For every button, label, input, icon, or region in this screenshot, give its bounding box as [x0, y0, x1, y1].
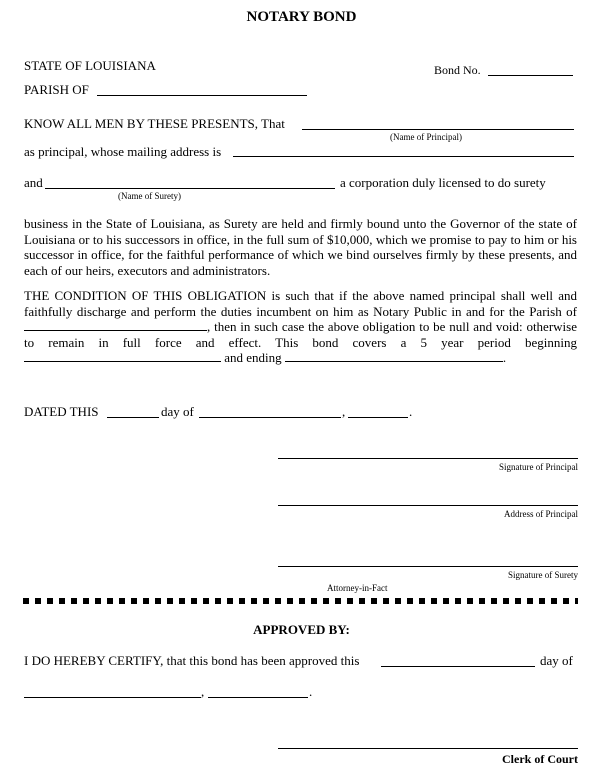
- certify-day-field[interactable]: [381, 666, 535, 667]
- certify-month-field[interactable]: [24, 697, 201, 698]
- principal-name-field[interactable]: [302, 129, 574, 130]
- condition-text-4: .: [502, 350, 507, 365]
- name-of-surety-caption: (Name of Surety): [118, 191, 181, 201]
- bond-no-label: Bond No.: [434, 63, 481, 77]
- parish-label: PARISH OF: [24, 82, 89, 97]
- condition-parish-field[interactable]: [24, 319, 207, 331]
- condition-text-3: and ending: [224, 350, 282, 365]
- signature-surety-field[interactable]: [278, 566, 578, 567]
- condition-paragraph: [24, 288, 577, 366]
- dated-period: .: [409, 404, 413, 419]
- state-label: STATE OF LOUISIANA: [24, 58, 156, 73]
- certify-day-of-label: day of: [540, 653, 573, 668]
- address-principal-field[interactable]: [278, 505, 578, 506]
- surety-name-field[interactable]: [45, 188, 335, 189]
- dated-day-of-label: day of: [161, 404, 194, 419]
- condition-text-1: THE CONDITION OF THIS OBLIGATION is such that if the above named principal shall well and faithfully discharge and perform the duties incumbent on him as Notary Public in and for the Parish of: [24, 288, 577, 319]
- clerk-signature-field[interactable]: [278, 748, 578, 749]
- address-principal-label: Address of Principal: [504, 509, 578, 519]
- parish-field[interactable]: [97, 95, 307, 96]
- dated-year-field[interactable]: [348, 417, 408, 418]
- page-title: NOTARY BOND: [246, 9, 357, 25]
- dashed-separator: [23, 598, 578, 604]
- dated-this-label: DATED THIS: [24, 404, 99, 419]
- signature-principal-label: Signature of Principal: [499, 462, 578, 472]
- business-paragraph: business in the State of Louisiana, as Surety are held and firmly bound unto the Governor of the state of Louisiana or to his successors in office, in the full sum of $10,000, which we promise to pay to him or his successor in office, for the faithful performance of which we bind ourselves firmly by these presents, and each of our heirs, executors and administrators.: [24, 216, 577, 278]
- clerk-of-court-label: Clerk of Court: [502, 752, 578, 766]
- and-label: and: [24, 175, 43, 190]
- know-all-men-text: KNOW ALL MEN BY THESE PRESENTS, That: [24, 116, 285, 131]
- bond-no-field[interactable]: [488, 75, 573, 76]
- certify-year-field[interactable]: [208, 697, 308, 698]
- ending-date-field[interactable]: [285, 350, 503, 362]
- mailing-address-field[interactable]: [233, 156, 574, 157]
- beginning-date-field[interactable]: [24, 350, 221, 362]
- certify-text: I DO HEREBY CERTIFY, that this bond has been approved this: [24, 653, 360, 668]
- attorney-in-fact-label: Attorney-in-Fact: [327, 583, 388, 593]
- mailing-address-label: as principal, whose mailing address is: [24, 144, 222, 159]
- corporation-text: a corporation duly licensed to do surety: [340, 175, 546, 190]
- dated-month-field[interactable]: [199, 417, 341, 418]
- certify-period: .: [309, 684, 313, 699]
- signature-surety-label: Signature of Surety: [508, 570, 578, 580]
- signature-principal-field[interactable]: [278, 458, 578, 459]
- dated-comma: ,: [342, 404, 346, 419]
- condition-text-2: , then in such case the above obligation to be null and void: otherwise to remain in full force and effect. This bond covers a 5 year period beginning: [24, 319, 577, 350]
- approved-by-heading: APPROVED BY:: [253, 622, 350, 637]
- dated-day-field[interactable]: [107, 417, 159, 418]
- certify-comma: ,: [201, 684, 205, 699]
- name-of-principal-caption: (Name of Principal): [390, 132, 462, 142]
